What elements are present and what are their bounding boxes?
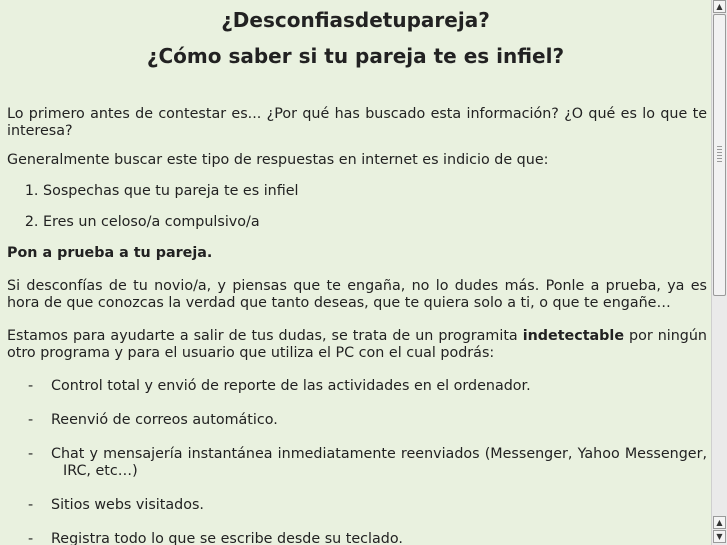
- vertical-scrollbar[interactable]: [711, 0, 727, 545]
- article-body: [7, 106, 707, 545]
- scroll-up-button[interactable]: ▲: [713, 0, 726, 13]
- list-item: [7, 412, 707, 429]
- list-item: [7, 497, 707, 514]
- dash-bullet: -: [28, 497, 34, 513]
- feature-text: Registra todo lo que se escribe desde su teclado.: [51, 531, 403, 545]
- page-title: ¿Desconfiasdetupareja?: [221, 8, 490, 32]
- indetectable-emphasis: indetectable: [522, 328, 625, 344]
- feature-text: Chat y mensajería instantánea inmediatamente reenviados (Messenger, Yahoo Messenger, IRC, etc…): [51, 446, 707, 479]
- page-subtitle: ¿Cómo saber si tu pareja te es infiel?: [146, 44, 565, 68]
- help-text-start: Estamos para ayudarte a salir de tus dudas, se trata de un programita: [7, 328, 523, 344]
- feature-text: Control total y envió de reporte de las actividades en el ordenador.: [51, 378, 531, 394]
- intro-paragraph: Lo primero antes de contestar es... ¿Por qué has buscado esta información? ¿O qué es lo que te interesa?: [7, 106, 707, 139]
- list-item: [7, 446, 707, 480]
- scrollbar-thumb[interactable]: [713, 14, 726, 296]
- list-item: 2. Eres un celoso/a compulsivo/a: [43, 214, 707, 231]
- feature-text: Sitios webs visitados.: [51, 497, 204, 513]
- distrust-paragraph: Si desconfías de tu novio/a, y piensas que te engaña, no lo dudes más. Ponle a prueba, ya es hora de que conozcas la verdad que tanto deseas, que te quiera solo a ti, o que te engañe…: [7, 278, 707, 311]
- features-list: [7, 378, 707, 545]
- list-item: [7, 378, 707, 395]
- scroll-down-button[interactable]: ▼: [713, 530, 726, 543]
- help-paragraph: [7, 328, 707, 362]
- list-item: 1. Sospechas que tu pareja te es infiel: [43, 183, 707, 200]
- dash-bullet: -: [28, 446, 34, 462]
- feature-text: Reenvió de correos automático.: [51, 412, 278, 428]
- help-text-end: por ningún otro programa y para el usuario que utiliza el PC con el cual podrás:: [7, 328, 707, 361]
- dash-bullet: -: [28, 531, 34, 545]
- dash-bullet: -: [28, 412, 34, 428]
- section-heading: Pon a prueba a tu pareja.: [7, 245, 213, 261]
- dash-bullet: -: [28, 378, 34, 394]
- list-item: [7, 531, 707, 545]
- general-paragraph: Generalmente buscar este tipo de respuestas en internet es indicio de que:: [7, 152, 549, 168]
- scroll-up-button-bottom[interactable]: ▲: [713, 516, 726, 529]
- grip-icon: [717, 146, 722, 162]
- reasons-list: [7, 183, 707, 231]
